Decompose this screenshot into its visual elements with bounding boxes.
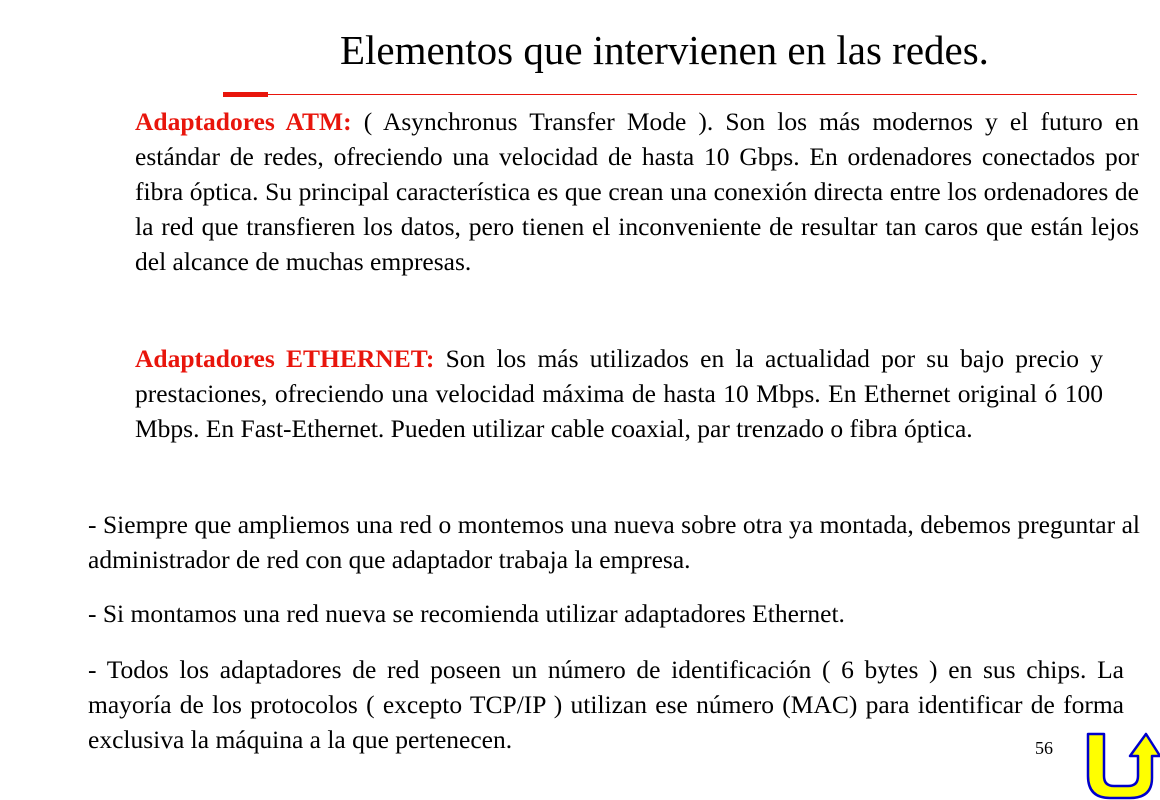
title-underline — [268, 94, 1137, 95]
slide-title: Elementos que intervienen en las redes. — [340, 27, 989, 73]
return-arrow-icon — [1080, 728, 1160, 800]
atm-label: Adaptadores ATM: — [135, 107, 352, 136]
bullet-item: - Siempre que ampliemos una red o montemos una nueva sobre otra ya montada, debemos preguntar al administrador de red con que adaptador trabaja la empresa. — [88, 510, 1140, 574]
return-button[interactable] — [1080, 728, 1160, 800]
page-number: 56 — [1035, 738, 1053, 758]
paragraph-ethernet — [135, 341, 1103, 446]
atm-text: ( Asynchronus Transfer Mode ). Son los más modernos y el futuro en estándar de redes, ofreciendo una velocidad de hasta 10 Gbps. En ordenadores conectados por fibra óptica. Su principal característica es que crean una conexión directa entre los ordenadores de la red que transfieren los datos, pero tienen el inconveniente de resultar tan caros que están lejos del alcance de muchas empresas. — [135, 107, 1139, 276]
bullet-item: - Todos los adaptadores de red poseen un número de identificación ( 6 bytes ) en sus chips. La mayoría de los protocolos ( excepto TCP/IP ) utilizan ese número (MAC) para identificar de forma exclusiva la máquina a la que pertenecen. — [88, 655, 1124, 754]
ethernet-text: Son los más utilizados en la actualidad por su bajo precio y prestaciones, ofreciendo una velocidad máxima de hasta 10 Mbps. En Ethernet original ó 100 Mbps. En Fast-Ethernet. Pueden utilizar cable coaxial, par trenzado o fibra óptica. — [135, 344, 1103, 443]
title-accent-bar — [223, 92, 268, 97]
bullet-item: - Si montamos una red nueva se recomienda utilizar adaptadores Ethernet. — [88, 599, 845, 628]
ethernet-label: Adaptadores ETHERNET: — [135, 344, 435, 373]
paragraph-atm — [135, 104, 1139, 279]
